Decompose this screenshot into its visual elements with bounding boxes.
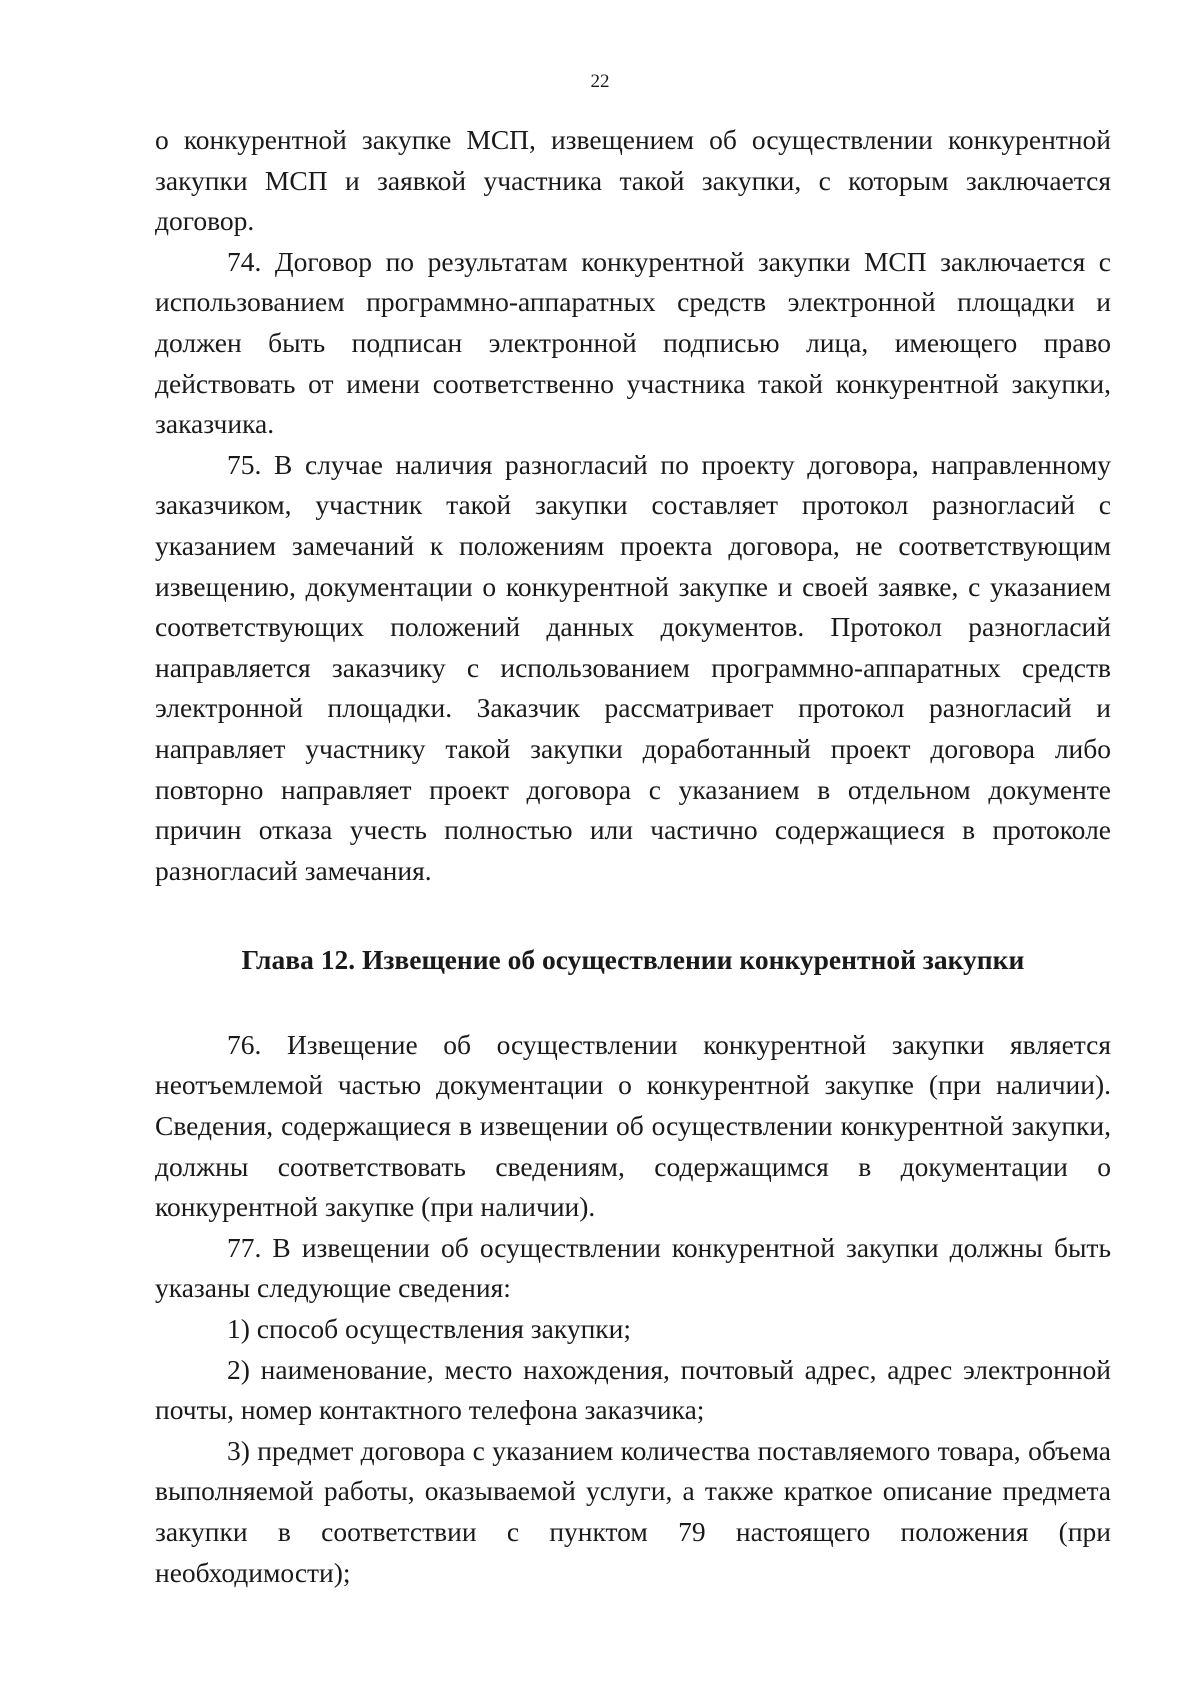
paragraph-77: 77. В извещении об осуществлении конкурентной закупки должны быть указаны следующие сведения: [155,1231,1111,1304]
paragraph-77-item-1: 1) способ осуществления закупки; [227,1313,632,1345]
chapter-heading: Глава 12. Извещение об осуществлении конкурентной закупки [241,944,1025,976]
paragraph-76: 76. Извещение об осуществлении конкурентной закупки является неотъемлемой частью документации о конкурентной закупке (при наличии). Сведения, содержащиеся в извещении об осуществлении конкурентной закупки, должны соответствовать сведениям, содержащимся в документации о конкурентной закупке (при наличии). [155,1028,1111,1223]
paragraph-74: 74. Договор по результатам конкурентной закупки МСП заключается с использованием программно-аппаратных средств электронной площадки и должен быть подписан электронной подписью лица, имеющего право действовать от имени соответственно участника такой конкурентной закупки, заказчика. [155,245,1111,440]
document-body [155,120,1111,1593]
paragraph-77-item-3: 3) предмет договора с указанием количества поставляемого товара, объема выполняемой работы, оказываемой услуги, а также краткое описание предмета закупки в соответствии с пунктом 79 настоящего положения (при необходимости); [155,1434,1111,1588]
paragraph-75: 75. В случае наличия разногласий по проекту договора, направленному заказчиком, участник такой закупки составляет протокол разногласий с указанием замечаний к положениям проекта договора, не соответствующим извещению, документации о конкурентной закупке и своей заявке, с указанием соответствующих положений данных документов. Протокол разногласий направляется заказчику с использованием программно-аппаратных средств электронной площадки. Заказчик рассматривает протокол разногласий и направляет участнику такой закупки доработанный проект договора либо повторно направляет проект договора с указанием в отдельном документе причин отказа учесть полностью или частично содержащиеся в протоколе разногласий замечания. [155,448,1111,886]
page-number: 22 [590,71,610,92]
paragraph-continuation: о конкурентной закупке МСП, извещением об осуществлении конкурентной закупки МСП и заявкой участника такой закупки, с которым заключается договор. [155,124,1111,237]
paragraph-77-item-2: 2) наименование, место нахождения, почтовый адрес, адрес электронной почты, номер контактного телефона заказчика; [155,1353,1111,1426]
